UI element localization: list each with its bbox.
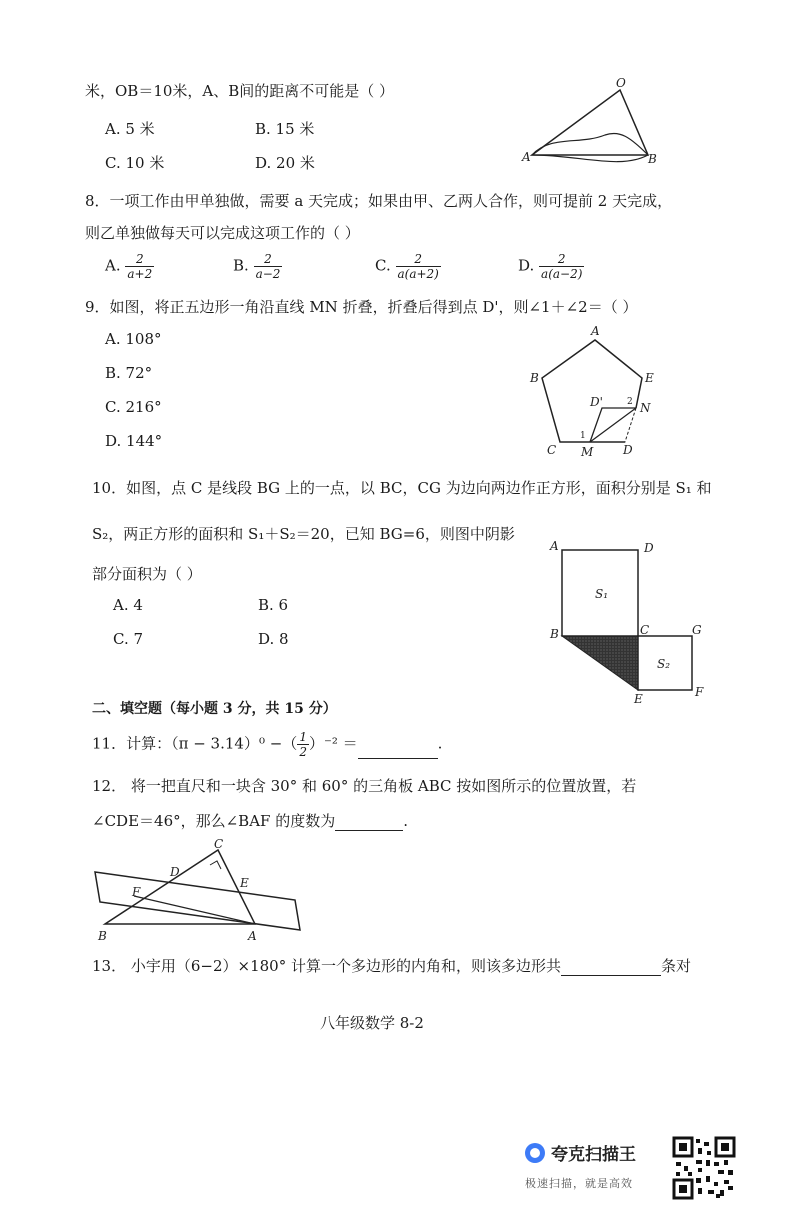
qr-code-icon xyxy=(672,1136,736,1200)
q9-label-e: E xyxy=(645,371,654,385)
q9-angle-1: 1 xyxy=(580,431,586,441)
q12-label-d: D xyxy=(170,865,180,879)
q8-option-a: A. $\frac{2}{a+2}$ xyxy=(105,252,153,281)
q8-option-b: B. $\frac{2}{a-2}$ xyxy=(233,252,281,281)
q12-label-c: C xyxy=(214,838,224,851)
q9-label-c: C xyxy=(547,443,557,457)
q10-option-b: B. 6 xyxy=(258,596,289,614)
q12-line2: ∠CDE＝46°，那么∠BAF 的度数为 . xyxy=(92,812,408,830)
q7-label-b: B xyxy=(648,152,657,166)
q8-option-c: C. $\frac{2}{a(a+2)}$ xyxy=(375,252,439,281)
q9-option-c: C. 216° xyxy=(105,398,162,416)
watermark-app-name: 夸克扫描王 xyxy=(551,1145,636,1165)
q13-answer-blank[interactable] xyxy=(561,975,661,976)
q8-line1: 8．一项工作由甲单独做，需要 a 天完成；如果由甲、乙两人合作，则可提前 2 天完成， xyxy=(85,192,673,210)
q9-stem: 9．如图，将正五边形一角沿直线 MN 折叠，折叠后得到点 D'，则∠1＋∠2＝（ ） xyxy=(85,298,638,316)
section-2-title: 二、填空题（每小题 3 分，共 15 分） xyxy=(92,701,337,717)
q9-angle-2: 2 xyxy=(627,397,633,407)
q10-label-f: F xyxy=(695,685,704,699)
scanner-watermark xyxy=(525,1140,663,1191)
page-footer: 八年级数学 8-2 xyxy=(320,1014,424,1032)
q7-option-b: B. 15 米 xyxy=(255,120,315,138)
q10-label-s1: S₁ xyxy=(595,587,609,601)
q10-label-a: A xyxy=(550,539,559,553)
q11-answer-blank[interactable] xyxy=(358,758,438,759)
q7-option-c: C. 10 米 xyxy=(105,154,165,172)
q10-label-g: G xyxy=(692,623,702,637)
q7-stem: 米，OB＝10米，A、B间的距离不可能是（ ） xyxy=(85,82,395,100)
q10-line3: 部分面积为（ ） xyxy=(92,565,202,583)
q12-label-f: F xyxy=(132,885,141,899)
q10-option-d: D. 8 xyxy=(258,630,289,648)
q10-squares-figure xyxy=(540,538,710,710)
q9-label-n: N xyxy=(640,401,651,415)
quark-logo-icon xyxy=(525,1143,545,1163)
watermark-slogan: 极速扫描，就是高效 xyxy=(525,1177,633,1190)
q9-label-m: M xyxy=(581,445,594,459)
q12-label-a: A xyxy=(248,929,257,943)
q9-option-a: A. 108° xyxy=(105,330,162,348)
q9-option-d: D. 144° xyxy=(105,432,163,450)
q10-label-b: B xyxy=(550,627,559,641)
q10-line1: 10．如图，点 C 是线段 BG 上的一点，以 BC，CG 为边向两边作正方形，面积分别是 S₁ 和 xyxy=(92,479,712,497)
q10-label-c: C xyxy=(640,623,650,637)
q12-answer-blank[interactable] xyxy=(335,830,403,831)
q9-pentagon-figure xyxy=(520,320,670,460)
q7-option-a: A. 5 米 xyxy=(105,120,155,138)
q9-label-dprime: D' xyxy=(590,395,603,409)
q10-line2: S₂，两正方形的面积和 S₁＋S₂＝20，已知 BG=6，则图中阴影 xyxy=(92,525,515,543)
q8-line2: 则乙单独做每天可以完成这项工作的（ ） xyxy=(85,224,360,242)
q13-line: 13． 小宇用（6−2）×180° 计算一个多边形的内角和，则该多边形共 条对 xyxy=(92,957,691,975)
q12-ruler-triangle-figure xyxy=(90,838,320,943)
q10-option-c: C. 7 xyxy=(113,630,144,648)
q11-line: 11．计算：（π − 3.14）⁰ −（ $\frac{1}{2}$ ）⁻² ＝ . xyxy=(92,730,443,759)
q10-label-s2: S₂ xyxy=(657,657,671,671)
q7-triangle-figure xyxy=(520,75,660,170)
q12-line1: 12． 将一把直尺和一块含 30° 和 60° 的三角板 ABC 按如图所示的位置放置，若 xyxy=(92,777,637,795)
q10-label-d: D xyxy=(644,541,654,555)
q7-option-d: D. 20 米 xyxy=(255,154,315,172)
q9-label-d: D xyxy=(623,443,633,457)
q8-option-d: D. $\frac{2}{a(a-2)}$ xyxy=(518,252,583,281)
q10-label-e: E xyxy=(634,692,643,706)
q12-label-e: E xyxy=(240,876,249,890)
q12-label-b: B xyxy=(98,929,107,943)
q7-label-a: A xyxy=(522,150,531,164)
q9-option-b: B. 72° xyxy=(105,364,153,382)
q9-label-a: A xyxy=(591,324,600,338)
q7-label-o: O xyxy=(616,76,626,90)
q9-label-b: B xyxy=(530,371,539,385)
q10-option-a: A. 4 xyxy=(113,596,143,614)
